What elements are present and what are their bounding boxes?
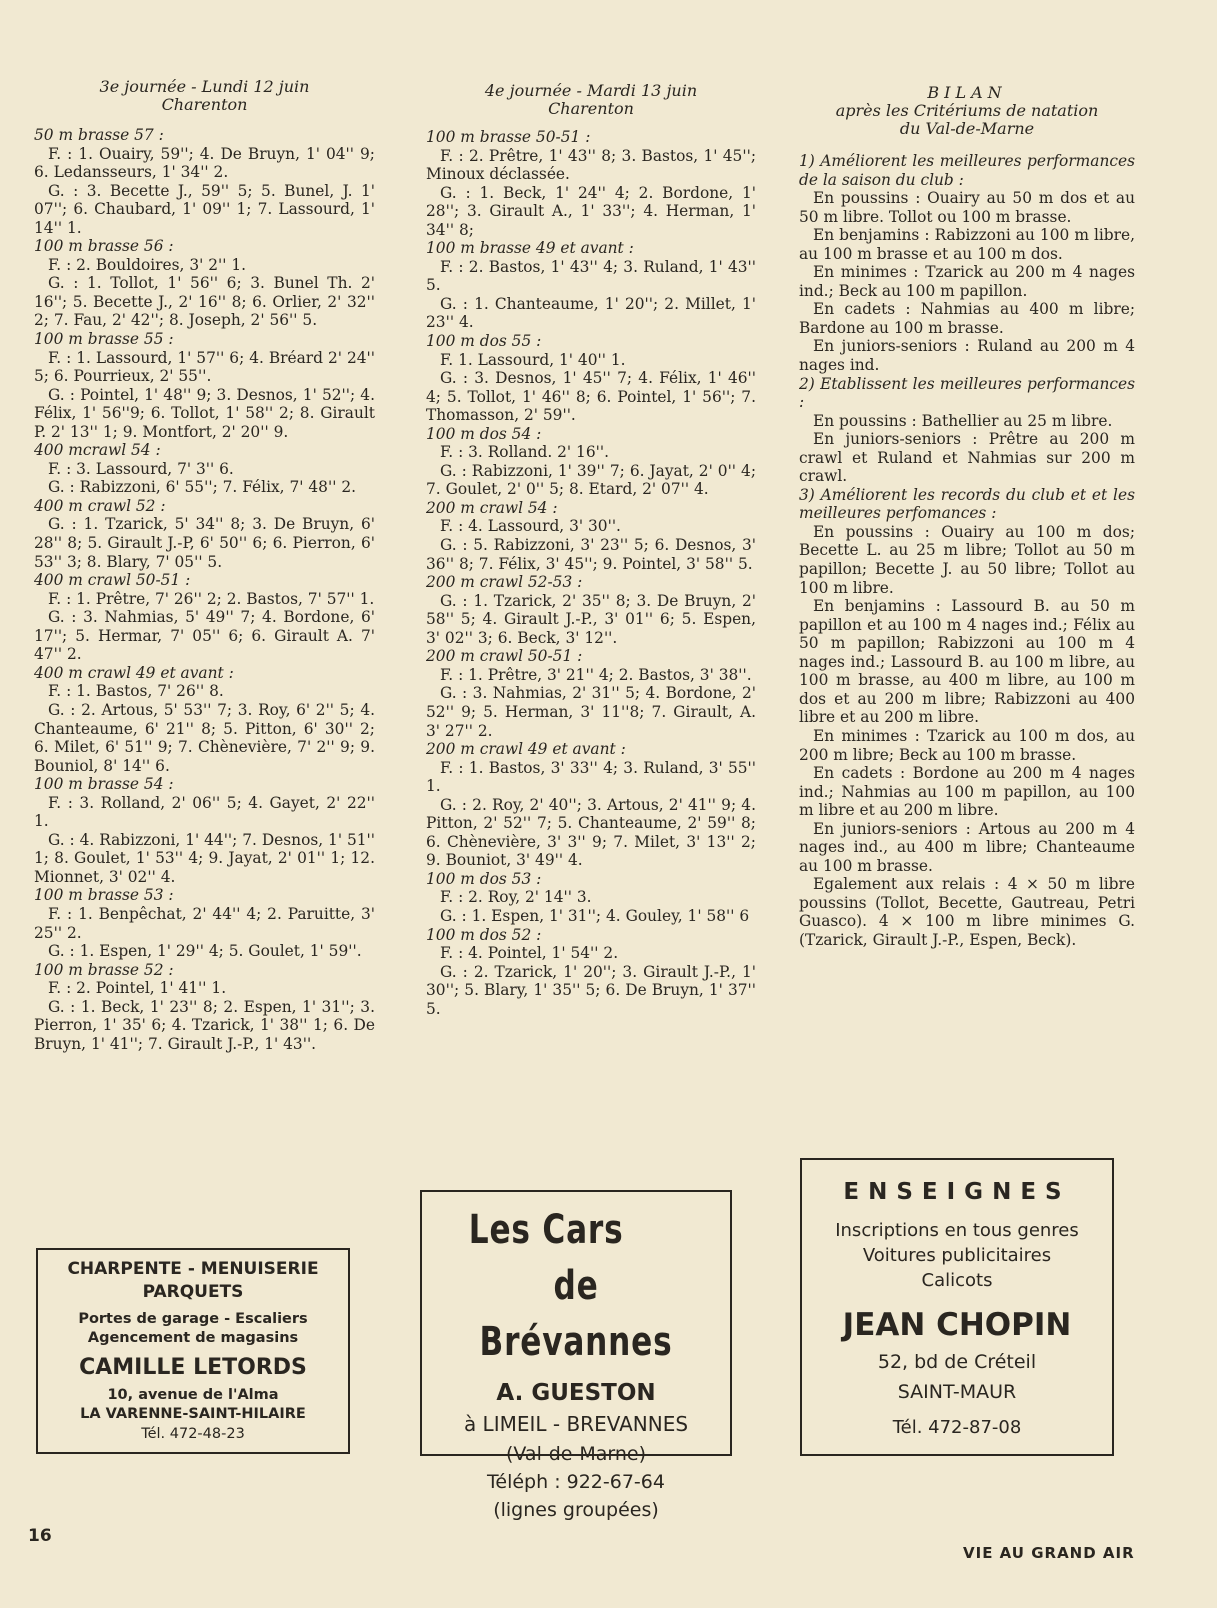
magazine-title: VIE AU GRAND AIR xyxy=(963,1544,1135,1562)
result-line: En minimes : Tzarick au 200 m 4 nages ind.; Beck au 100 m papillon. xyxy=(799,263,1135,300)
event-heading: 200 m crawl 49 et avant : xyxy=(426,740,626,759)
result-line: En juniors-seniors : Ruland au 200 m 4 nages ind. xyxy=(799,337,1135,375)
event-heading: 400 m crawl 52 : xyxy=(34,496,166,515)
results-column-day4 xyxy=(426,82,756,1018)
result-line: F. : 3. Rolland. 2' 16''. xyxy=(440,443,609,462)
advertisement-letords: CHARPENTE - MENUISERIE PARQUETS Portes de garage - Escaliers Agencement de magasins CAMILLE LETORDS 10, avenue de l'Alma LA VARENNE-SAINT-HILAIRE Tél. 472-48-23 xyxy=(36,1248,350,1454)
result-line: G. : 1. Espen, 1' 29'' 4; 5. Goulet, 1' 59''. xyxy=(48,942,362,961)
event-heading: 100 m brasse 50-51 : xyxy=(426,128,591,146)
event-heading: 50 m brasse 57 : xyxy=(34,126,164,144)
bilan-section-heading: 3) Améliorent les records du club et et les meilleures perfomances : xyxy=(799,485,1135,523)
result-line: F. : 2. Pointel, 1' 41'' 1. xyxy=(48,979,227,998)
event-heading: 100 m brasse 49 et avant : xyxy=(426,239,634,258)
result-line: G. : 3. Becette J., 59'' 5; 5. Bunel, J. 1' 07''; 6. Chaubard, 1' 09'' 1; 7. Lassourd, 1' 14'' 1. xyxy=(34,181,375,237)
result-line: F. : 2. Prêtre, 1' 43'' 8; 3. Bastos, 1' 45''; Minoux déclassée. xyxy=(426,146,756,184)
event-heading: 100 m brasse 54 : xyxy=(34,775,174,794)
bilan-section-heading: 2) Etablissent les meilleures performances : xyxy=(799,374,1135,412)
event-heading: 200 m crawl 54 : xyxy=(426,498,558,517)
result-line: G. : 1. Chanteaume, 1' 20''; 2. Millet, 1' 23'' 4. xyxy=(426,294,756,332)
result-line: En poussins : Ouairy au 50 m dos et au 50 m libre. Tollot ou 100 m brasse. xyxy=(799,189,1135,226)
result-line: En juniors-seniors : Prêtre au 200 m crawl et Ruland et Nahmias sur 200 m crawl. xyxy=(799,430,1135,486)
event-heading: 100 m dos 52 : xyxy=(426,925,542,944)
result-line: G. : Rabizzoni, 1' 39'' 7; 6. Jayat, 2' 0'' 4; 7. Goulet, 2' 0'' 5; 8. Etard, 2' 07'' 4. xyxy=(426,461,756,499)
event-heading: 200 m crawl 52-53 : xyxy=(426,573,583,592)
result-line: F. 1. Lassourd, 1' 40'' 1. xyxy=(440,350,626,369)
result-line: G. : 1. Beck, 1' 23'' 8; 2. Espen, 1' 31''; 3. Pierron, 1' 35' 6; 4. Tzarick, 1' 38'' 1; 6. De Bruyn, 1' 41''; 7. Girault J.-P., 1' 43''. xyxy=(34,997,375,1053)
advertisement-cars-brevannes: Les Cars de Brévannes A. GUESTON à LIMEIL - BREVANNES (Val-de-Marne) Téléph : 922-67-64 (lignes groupées) xyxy=(420,1190,732,1456)
result-line: G. : 2. Artous, 5' 53'' 7; 3. Roy, 6' 2'' 5; 4. Chanteaume, 6' 21'' 8; 5. Pitton, 6' 30'' 2; 6. Milet, 6' 51'' 9; 7. Chènevière, 7' 2'' 9; 9. Bouniol, 8' 14'' 6. xyxy=(34,700,375,775)
result-line: F. : 1. Lassourd, 1' 57'' 6; 4. Bréard 2' 24'' 5; 6. Pourrieux, 2' 55''. xyxy=(34,348,375,386)
result-line: G. : 3. Nahmias, 2' 31'' 5; 4. Bordone, 2' 52'' 9; 5. Herman, 3' 11''8; 7. Girault, A. 3' 27'' 2. xyxy=(426,684,756,740)
result-line: G. : 5. Rabizzoni, 3' 23'' 5; 6. Desnos, 3' 36'' 8; 7. Félix, 3' 45''; 9. Pointel, 3' 58'' 5. xyxy=(426,536,756,573)
result-line: G. : Pointel, 1' 48'' 9; 3. Desnos, 1' 52''; 4. Félix, 1' 56''9; 6. Tollot, 1' 58'' 2; 8. Girault P. 2' 13'' 1; 9. Montfort, 2' 20'' 9. xyxy=(34,385,375,441)
bilan-header: BILAN après les Critériums de natation du Val-de-Marne xyxy=(835,83,1099,138)
advertisement-jean-chopin: ENSEIGNES Inscriptions en tous genres Voitures publicitaires Calicots JEAN CHOPIN 52, bd de Créteil SAINT-MAUR Tél. 472-87-08 xyxy=(800,1158,1114,1456)
result-line: G. : 1. Tzarick, 2' 35'' 8; 3. De Bruyn, 2' 58'' 5; 4. Girault J.-P., 3' 01'' 6; 5. Espen, 3' 02'' 3; 6. Beck, 3' 12''. xyxy=(426,591,756,647)
result-line: F. : 2. Bastos, 1' 43'' 4; 3. Ruland, 1' 43'' 5. xyxy=(426,257,756,295)
result-line: En cadets : Bordone au 200 m 4 nages ind.; Nahmias au 100 m papillon, au 100 m libre et au 200 m libre. xyxy=(799,764,1135,820)
bilan-column xyxy=(799,84,1135,950)
page-number: 16 xyxy=(28,1526,52,1546)
result-line: G. : 2. Tzarick, 1' 20''; 3. Girault J.-P., 1' 30''; 5. Blary, 1' 35'' 5; 6. De Bruyn, 1' 37'' 5. xyxy=(426,962,756,1018)
event-heading: 100 m dos 54 : xyxy=(426,424,542,443)
event-heading: 400 m crawl 50-51 : xyxy=(34,571,191,590)
column-header: 4e journée - Mardi 13 juin Charenton xyxy=(484,81,698,118)
event-heading: 100 m brasse 55 : xyxy=(34,330,174,349)
result-line: G. : 1. Espen, 1' 31''; 4. Gouley, 1' 58'' 6 xyxy=(440,906,750,925)
event-heading: 200 m crawl 50-51 : xyxy=(426,647,583,666)
result-line: En poussins : Ouairy au 100 m dos; Becette L. au 25 m libre; Tollot au 50 m papillon; Becette J. au 50 libre; Tollot au 100 m libre. xyxy=(799,522,1135,597)
result-line: G. : 1. Tzarick, 5' 34'' 8; 3. De Bruyn, 6' 28'' 8; 5. Girault J.-P, 6' 50'' 6; 6. Pierron, 6' 53'' 3; 8. Blary, 7' 05'' 5. xyxy=(34,515,375,571)
event-heading: 100 m dos 53 : xyxy=(426,869,542,888)
result-line: F. : 1. Ouairy, 59''; 4. De Bruyn, 1' 04'' 9; 6. Ledansseurs, 1' 34'' 2. xyxy=(34,144,375,182)
result-line: F. : 1. Bastos, 3' 33'' 4; 3. Ruland, 3' 55'' 1. xyxy=(426,758,756,796)
result-line: En poussins : Bathellier au 25 m libre. xyxy=(813,411,1113,430)
result-line: F. : 1. Bastos, 7' 26'' 8. xyxy=(48,682,224,701)
result-line: F. : 4. Lassourd, 3' 30''. xyxy=(440,517,621,536)
result-line: G. : 3. Desnos, 1' 45'' 7; 4. Félix, 1' 46'' 4; 5. Tollot, 1' 46'' 8; 6. Pointel, 1' 56''; 7. Thomasson, 2' 59''. xyxy=(426,369,756,425)
event-heading: 400 mcrawl 54 : xyxy=(34,441,161,460)
result-line: En cadets : Nahmias au 400 m libre; Bardone au 100 m brasse. xyxy=(799,300,1135,337)
event-heading: 100 m brasse 52 : xyxy=(34,960,174,979)
result-line: Egalement aux relais : 4 × 50 m libre poussins (Tollot, Becette, Gautreau, Petri Guasco). 4 × 100 m libre minimes G. (Tzarick, Girault J.-P., Espen, Beck). xyxy=(799,875,1135,949)
result-line: G. : 1. Beck, 1' 24'' 4; 2. Bordone, 1' 28''; 3. Girault A., 1' 33''; 4. Herman, 1' 34'' 8; xyxy=(426,183,756,239)
result-line: G. : 1. Tollot, 1' 56'' 6; 3. Bunel Th. 2' 16''; 5. Becette J., 2' 16'' 8; 6. Orlier, 2' 32'' 2; 7. Fau, 2' 42''; 8. Joseph, 2' 56'' 5. xyxy=(34,274,375,330)
result-line: F. : 2. Roy, 2' 14'' 3. xyxy=(440,888,592,907)
bilan-section-heading: 1) Améliorent les meilleures performances de la saison du club : xyxy=(799,152,1135,189)
result-line: F. : 3. Rolland, 2' 06'' 5; 4. Gayet, 2' 22'' 1. xyxy=(34,793,375,831)
result-line: F. : 1. Prêtre, 7' 26'' 2; 2. Bastos, 7' 57'' 1. xyxy=(48,589,375,608)
result-line: G. : 2. Roy, 2' 40''; 3. Artous, 2' 41'' 9; 4. Pitton, 2' 52'' 7; 5. Chanteaume, 2' 59'' 8; 6. Chènevière, 3' 3'' 9; 7. Milet, 3' 13'' 2; 9. Bouniot, 3' 49'' 4. xyxy=(426,795,756,870)
result-line: F. : 4. Pointel, 1' 54'' 2. xyxy=(440,944,619,963)
result-line: En benjamins : Rabizzoni au 100 m libre, au 100 m brasse et au 100 m dos. xyxy=(799,226,1135,263)
result-line: En benjamins : Lassourd B. au 50 m papillon et au 100 m 4 nages ind.; Félix au 50 m papillon; Rabizzoni au 100 m 4 nages ind.; Lassourd B. au 100 m libre, au 100 m brasse, au 400 m libre, au 100 m dos et au 200 m libre; Rabizzoni au 400 libre et au 200 m libre. xyxy=(799,597,1135,727)
result-line: G. : Rabizzoni, 6' 55''; 7. Félix, 7' 48'' 2. xyxy=(48,478,357,497)
event-heading: 100 m dos 55 : xyxy=(426,332,542,351)
result-line: En juniors-seniors : Artous au 200 m 4 nages ind., au 400 m libre; Chanteaume au 100 m brasse. xyxy=(799,819,1135,875)
event-heading: 100 m brasse 56 : xyxy=(34,237,174,256)
result-line: F. : 1. Prêtre, 3' 21'' 4; 2. Bastos, 3' 38''. xyxy=(440,665,752,684)
column-header: 3e journée - Lundi 12 juin Charenton xyxy=(99,77,310,114)
result-line: F. : 2. Bouldoires, 3' 2'' 1. xyxy=(48,255,247,274)
result-line: F. : 3. Lassourd, 7' 3'' 6. xyxy=(48,459,234,478)
results-column-day3 xyxy=(34,78,375,1053)
result-line: G. : 3. Nahmias, 5' 49'' 7; 4. Bordone, 6' 17''; 5. Hermar, 7' 05'' 6; 6. Girault A. 7' 47'' 2. xyxy=(34,608,375,664)
result-line: G. : 4. Rabizzoni, 1' 44''; 7. Desnos, 1' 51'' 1; 8. Goulet, 1' 53'' 4; 9. Jayat, 2' 01'' 1; 12. Mionnet, 3' 02'' 4. xyxy=(34,830,375,886)
event-heading: 400 m crawl 49 et avant : xyxy=(34,663,234,682)
result-line: F. : 1. Benpêchat, 2' 44'' 4; 2. Paruitte, 3' 25'' 2. xyxy=(34,904,375,942)
event-heading: 100 m brasse 53 : xyxy=(34,886,174,905)
result-line: En minimes : Tzarick au 100 m dos, au 200 m libre; Beck au 100 m brasse. xyxy=(799,726,1135,764)
